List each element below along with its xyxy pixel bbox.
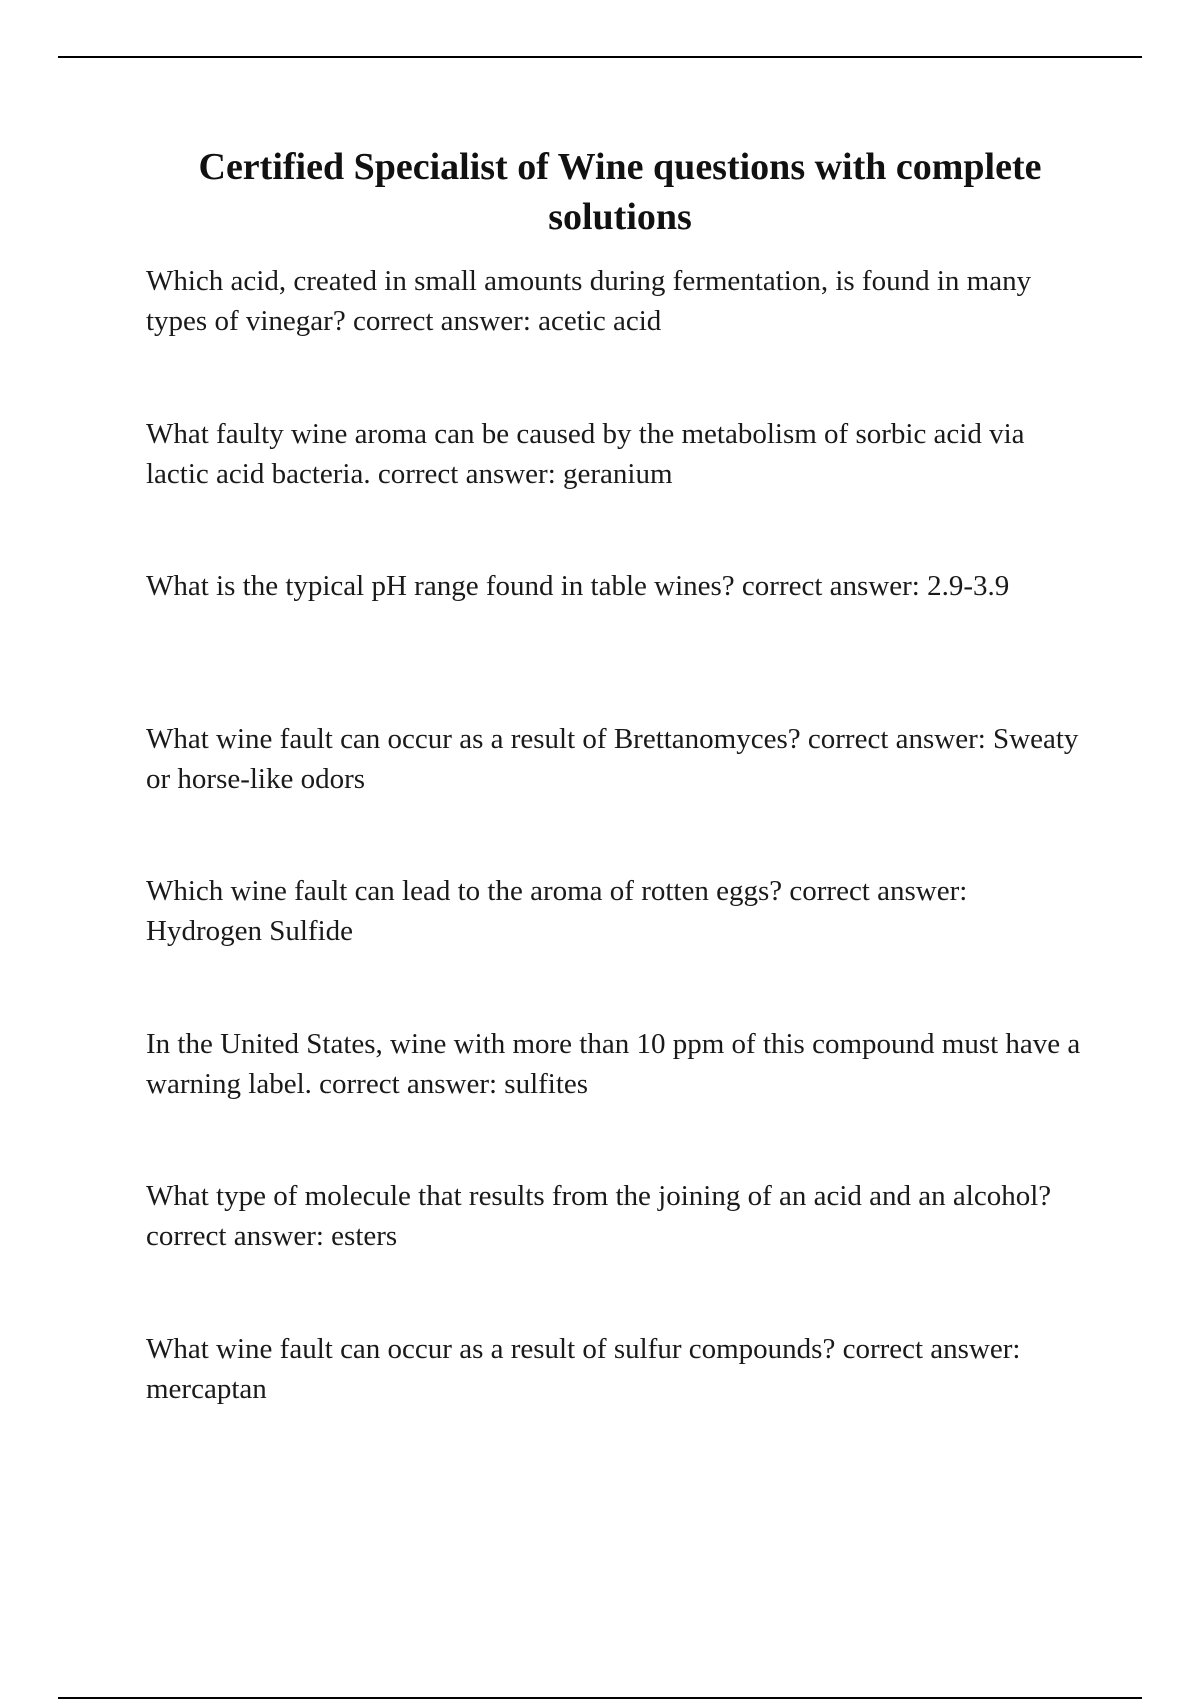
question-answer-item: Which wine fault can lead to the aroma of rotten eggs? correct answer: Hydrogen Sulfide	[146, 875, 968, 947]
question-answer-item: In the United States, wine with more than 10 ppm of this compound must have a warning label. correct answer: sulfites	[146, 1028, 1081, 1100]
page-title: Certified Specialist of Wine questions with complete solutions	[198, 146, 1042, 238]
question-answer-item: What type of molecule that results from the joining of an acid and an alcohol? correct answer: esters	[146, 1180, 1052, 1252]
question-answer-item: What is the typical pH range found in table wines? correct answer: 2.9-3.9	[146, 570, 1010, 602]
bottom-divider	[58, 1697, 1142, 1699]
question-answer-item: What faulty wine aroma can be caused by the metabolism of sorbic acid via lactic acid bacteria. correct answer: geranium	[146, 418, 1025, 490]
top-divider	[58, 56, 1142, 58]
question-answer-item: Which acid, created in small amounts during fermentation, is found in many types of vinegar? correct answer: acetic acid	[146, 265, 1032, 337]
question-answer-item: What wine fault can occur as a result of sulfur compounds? correct answer: mercaptan	[146, 1333, 1021, 1405]
question-answer-item: What wine fault can occur as a result of Brettanomyces? correct answer: Sweaty or horse-like odors	[146, 723, 1079, 795]
